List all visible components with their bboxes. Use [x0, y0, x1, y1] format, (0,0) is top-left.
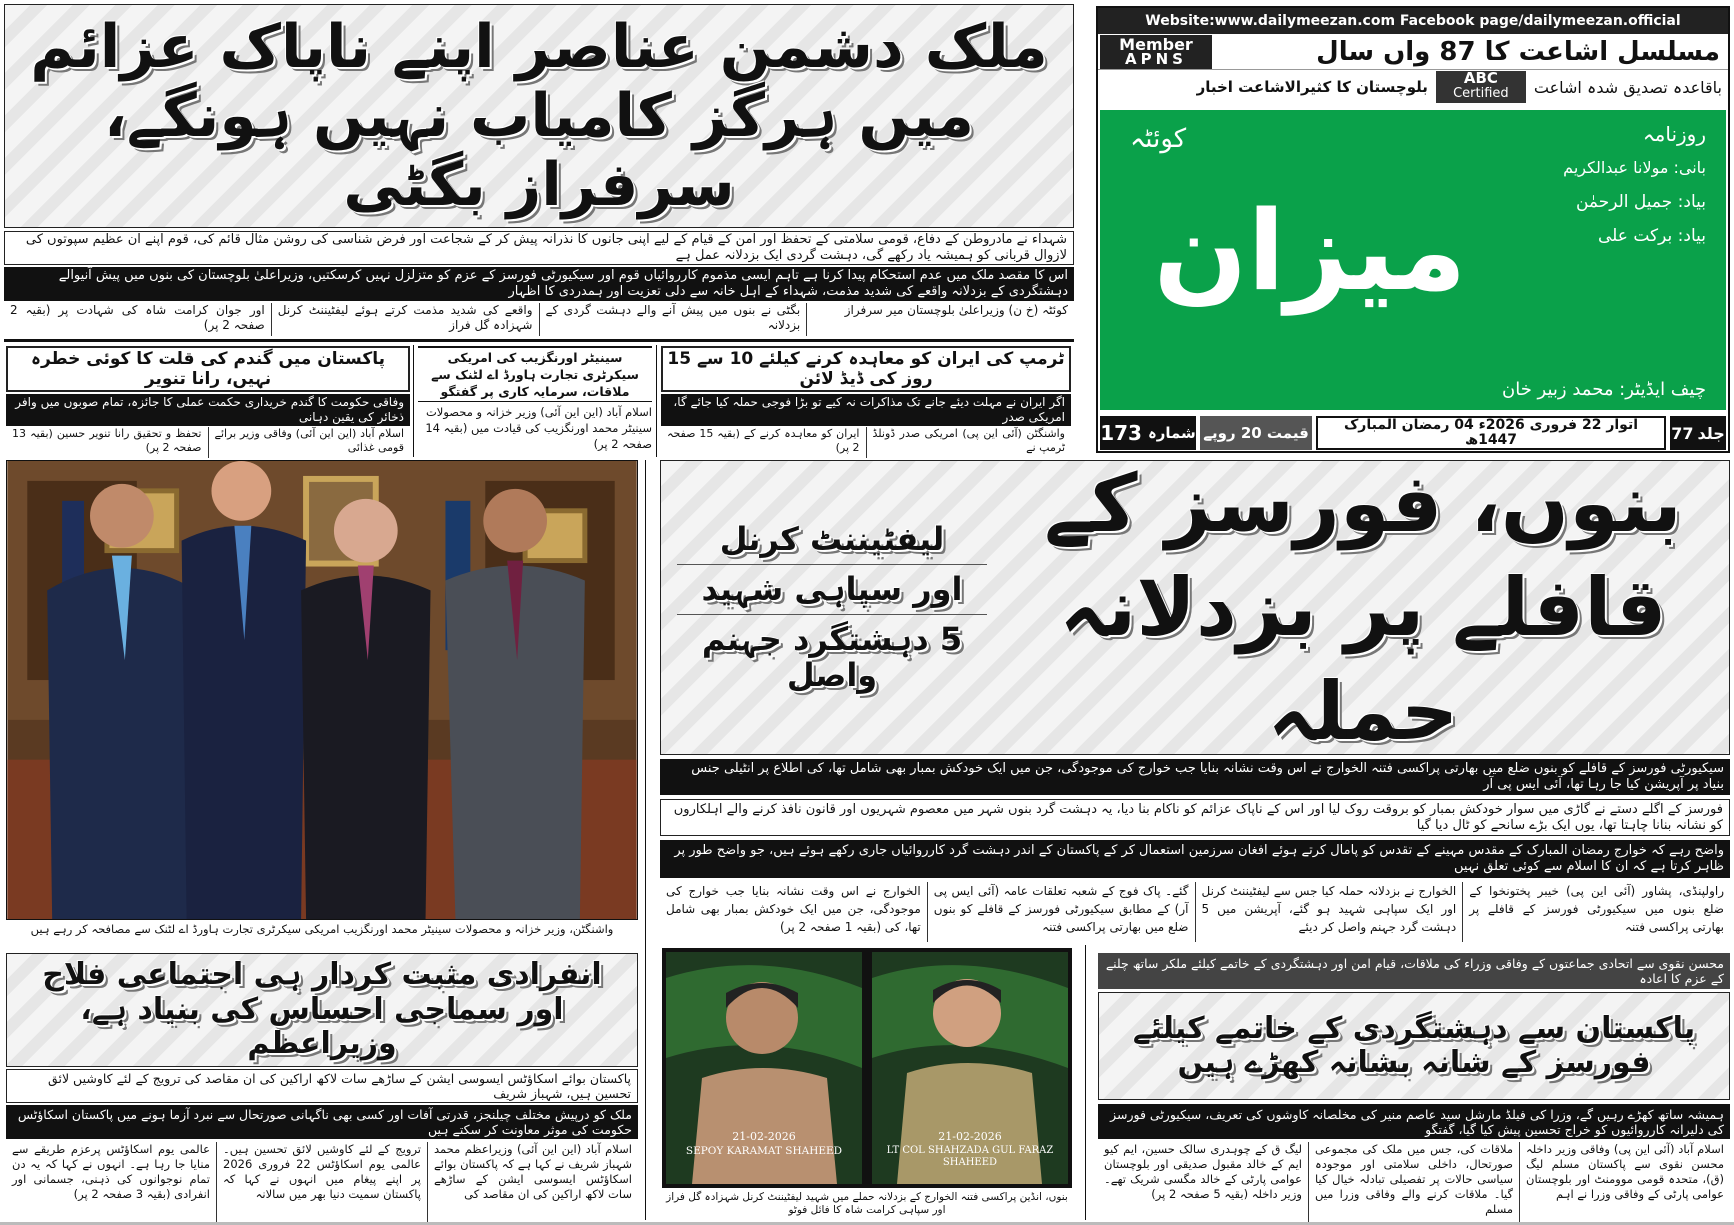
wheat-col: تحفظ و تحقیق رانا تنویر حسین (بقیہ 13 صفحہ 2 پر): [12, 427, 202, 454]
right-martyr-name: LT COL SHAHZADA GUL FARAZ SHAHEED: [886, 1145, 1054, 1168]
naqvi-col: ملاقات کی، جس میں ملک کی مجموعی صورتحال، داخلی سلامتی اور موجودہ سیاسی حالات پر تفصیلی تبادلہ خیال کیا گیا۔ ملاقات کرنے والے وفاقی وزرا میں مسلم: [1308, 1142, 1519, 1222]
divider: [4, 339, 1074, 342]
date-line: اتوار 22 فروری 2026ء 04 رمضان المبارک 1447ھ: [1316, 416, 1666, 450]
top-story-col: واقعے کی شدید مذمت کرتے ہوئے لیفٹیننٹ کرنل شہزادہ گل فراز: [271, 303, 539, 336]
verified-circulation: باقاعدہ تصدیق شدہ اشاعت: [1533, 77, 1722, 97]
lead-col: راولپنڈی، پشاور (آئی این پی) خیبر پختونخوا کے ضلع بنوں میں سیکیورٹی فورسز کے قافلے پر بھارتی پراکسی فتنہ: [1462, 882, 1730, 942]
pm-subheadline-1: پاکستان بوائے اسکاؤٹس ایسوسی ایشن کے ساڑھے سات لاکھ اراکین کی ان مقاصد کی ترویج کے لئے کاوشیں لائق تحسین ہیں، شہباز شریف: [6, 1069, 638, 1103]
top-story-body: [4, 303, 1074, 336]
lead-side-2: اور سپاہی شہید: [677, 571, 987, 615]
abc-certified-badge: [1436, 71, 1526, 103]
website-bar: Website:www.dailymeezan.com Facebook page/dailymeezan.official: [1098, 8, 1728, 34]
lead-band-3: واضح رہے کہ خوارج رمضان المبارک کے مقدس مہینے کے تقدس کو پامال کرتے ہوئے افغان سرزمین استعمال کر کے پاکستان کے اندر دہشت گرد کارروائیاں جاری رکھے ہوئے ہیں، جو واضح طور پر ظاہر کرتا ہے کہ ان کا اسلام سے کوئی تعلق نہیں: [660, 840, 1730, 878]
member-label: Member: [1119, 34, 1193, 54]
martyrs-photo: [662, 948, 1072, 1188]
divider: [656, 345, 657, 457]
pm-col: اسلام آباد (این این آئی) وزیراعظم محمد شہباز شریف نے کہا ہے کہ پاکستان بوائے اسکاؤٹس ایسوسی ایشن کے ساڑھے سات لاکھ اراکین کی ان مقاصد کی: [427, 1142, 638, 1222]
pm-subheadline-2: ملک کو درپیش مختلف چیلنجز، قدرتی آفات اور کسی بھی ناگہانی صورتحال سے نبرد آزما ہونے میں پاکستان اسکاؤٹس حکومت کی موثر معاونت کر سکتے ہیں: [6, 1105, 638, 1139]
publication-year: مسلسل اشاعت کا 87 واں سال: [1316, 36, 1720, 67]
memorial-2: بیاد: برکت علی: [1598, 226, 1706, 246]
masthead: [1096, 6, 1730, 453]
pm-body: [6, 1142, 638, 1222]
lead-side-3: 5 دہشتگرد جہنم واصل: [701, 619, 963, 695]
lead-band-1: سیکیورٹی فورسز کے قافلے کو بنوں ضلع میں بھارتی پراکسی فتنہ الخوارج نے اس وقت نشانہ بنایا جب خوارج کی موجودگی، جن میں ایک خودکش بمبار بھی شامل تھا، کی اطلاع پر انٹیلی جنس بنیاد پر آپریشن کیا جا رہا تھا، آئی ایس پی آر: [660, 759, 1730, 795]
trump-headline: ٹرمپ کی ایران کو معاہدہ کرنے کیلئے 10 سے 15 روز کی ڈیڈ لائن: [661, 346, 1071, 392]
volume-number: 77: [1671, 423, 1694, 443]
pm-col: ترویج کے لئے کاوشیں لائق تحسین ہیں۔ عالمی یوم اسکاؤٹس 22 فروری 2026 پر اپنے پیغام میں انہوں نے کہا کہ پاکستان سمیت دنیا بھر میں سالانہ: [216, 1142, 427, 1222]
pm-headline: انفرادی مثبت کردار ہی اجتماعی فلاح اور سماجی احساس کی بنیاد ہے، وزیراعظم: [6, 953, 638, 1067]
lead-col: الخوارج نے اس وقت نشانہ بنایا جب خوارج کی موجودگی، جن میں ایک خودکش بمبار بھی شامل تھا، کی (بقیہ 1 صفحہ 2 پر): [666, 884, 921, 934]
volume-label: جلد: [1697, 423, 1725, 443]
date-bar: [1100, 416, 1726, 450]
lead-body: [660, 882, 1730, 942]
naqvi-col: لیگ ق کے چوہدری سالک حسین، ایم کیو ایم کے خالد مقبول صدیقی اور بلوچستان عوامی پارٹی کے خالد مگسی شریک تھے۔ وزیر داخلہ (بقیہ 5 صفحہ 2 پر): [1104, 1142, 1302, 1201]
naqvi-col: اسلام آباد (آئی این پی) وفاقی وزیر داخلہ محسن نقوی سے پاکستان مسلم لیگ (ق)، متحدہ قومی موومنٹ اور بلوچستان عوامی پارٹی کے وفاقی وزرا نے اہم: [1519, 1142, 1730, 1222]
top-story-subheadline-1: شہداء نے مادروطن کے دفاع، قومی سلامتی کے تحفظ اور امن کے قیام کے لیے اپنی جانوں کا نذرانہ پیش کر کے شجاعت اور فرض شناسی کی روشن مثال قائم کی، قوم اپنے ان عظیم سپوتوں کی لازوال قربانی کو ہمیشہ یاد رکھے گی، دہشت گردی ایک بزدلانہ عمل ہے: [4, 231, 1074, 265]
lead-band-2: فورسز کے اگلے دستے نے گاڑی میں سوار خودکش بمبار کو بروقت روک لیا اور اس کے ناپاک عزائم کو ناکام بنا دیا، یہ دہشت گرد بنوں شہر میں معصوم شہریوں اور قانون نافذ کرنے والے اہلکاروں کو نشانہ بنانا چاہتا تھا، یوں ایک بڑے سانحے کو ٹال دیا گیا: [660, 799, 1730, 836]
lead-side-1: لیفٹیننٹ کرنل: [677, 521, 987, 565]
divider: [1085, 945, 1086, 1220]
left-martyr-date: 21-02-2026: [732, 1130, 796, 1143]
wheat-subheadline: وفاقی حکومت کا گندم خریداری حکمت عملی کا جائزہ، تمام صوبوں میں وافر ذخائر کی یقین دہانی: [6, 394, 410, 426]
lead-col: الخوارج نے بزدلانہ حملہ کیا جس سے لیفٹیننٹ کرنل اور ایک سپاہی شہید ہو گئے، آپریشن میں 5 دہشت گرد جہنم واصل کر دیئے: [1195, 882, 1463, 942]
lead-col: گئے۔ پاک فوج کے شعبہ تعلقات عامہ (آئی ایس پی آر) کے مطابق سیکیورٹی فورسز کے قافلے کو بنوں ضلع میں بھارتی پراکسی فتنہ: [927, 882, 1195, 942]
abc-label: ABC: [1463, 69, 1498, 87]
daily-label: روزنامہ: [1642, 122, 1706, 146]
meeting-photo: [6, 460, 638, 920]
left-martyr-name: SEPOY KARAMAT SHAHEED: [685, 1145, 843, 1157]
photo-caption: واشنگٹن، وزیر خزانہ و محصولات سینیٹر محمد اورنگزیب امریکی سیکرٹری تجارت ہاورڈ اے لٹنک سے مصافحہ کر رہے ہیں: [30, 922, 614, 936]
wheat-body: [6, 427, 410, 458]
trump-subheadline: اگر ایران نے مہلت دیئے جانے تک مذاکرات نہ کیے تو بڑا فوجی حملہ کیا جائے گا، امریکی صدر: [661, 394, 1071, 426]
pm-col: عالمی یوم اسکاؤٹس پرعزم طریقے سے منایا جا رہا ہے۔ انہوں نے کہا کہ یہ دن تمام نوجوانوں کی ذہنی، جسمانی اور انفرادی (بقیہ 3 صفحہ 2 پر): [12, 1142, 210, 1201]
top-story-col: کوئٹہ (خ ن) وزیراعلیٰ بلوچستان میر سرفراز: [806, 303, 1074, 336]
price-badge: قیمت 20 روپے: [1200, 416, 1312, 450]
divider: [413, 345, 414, 457]
top-story-col: بگٹی نے بنوں میں پیش آنے والے دہشت گردی کے بزدلانہ: [539, 303, 807, 336]
right-martyr-date: 21-02-2026: [938, 1130, 1002, 1143]
apns-label: APNS: [1125, 49, 1187, 68]
founder-label: بانی: مولانا عبدالکریم: [1563, 158, 1706, 177]
certified-label: Certified: [1453, 86, 1509, 101]
trump-col: ایران کو معاہدہ کرنے کے (بقیہ 15 صفحہ 2 پر): [667, 427, 860, 454]
trump-body: [661, 427, 1071, 458]
senator-body: اسلام آباد (این این آئی) وزیر خزانہ و محصولات سینیٹر محمد اورنگزیب کی قیادت میں (بقیہ 14 صفحہ 2 پر): [425, 405, 652, 451]
divider: [645, 460, 646, 1220]
naqvi-headline: پاکستان سے دہشتگردی کے خاتمے کیلئے فورسز کے شانہ بشانہ کھڑے ہیں: [1098, 992, 1730, 1100]
senator-headline: سینیٹر اورنگزیب کی امریکی سیکرٹری تجارت ہاورڈ اے لٹنک سے ملاقات، سرمایہ کاری پر گفتگو: [418, 346, 652, 402]
apns-badge: [1100, 35, 1212, 69]
wheat-col: اسلام آباد (این این آئی) وفاقی وزیر برائے قومی غذائی: [208, 427, 411, 458]
issue-label: شمارہ: [1147, 424, 1196, 442]
naqvi-kicker: محسن نقوی سے اتحادی جماعتوں کے وفاقی وزراء کی ملاقات، قیام امن اور دہشتگردی کے خاتمے کیلئے ملکر ساتھ چلنے کے عزم کا اعادہ: [1098, 953, 1730, 989]
top-story-subheadline-2: اس کا مقصد ملک میں عدم استحکام پیدا کرنا ہے تاہم ایسی مذموم کارروائیاں قوم اور سیکیورٹی فورسز کے عزم کو متزلزل نہیں کرسکتیں، وزیراعلیٰ بلوچستان کی بنوں میں پیش آنیوالے دہشتگردی کے بزدلانہ واقعے کی شدید مذمت، شہداء کے اہل خانہ سے دلی تعزیت اور ہمدردی کا اظہار: [4, 267, 1074, 301]
top-headline: ملک دشمن عناصر اپنے ناپاک عزائم میں ہرگز کامیاب نہیں ہونگے، سرفراز بگٹی: [4, 4, 1074, 228]
city-label: کوئٹہ: [1130, 124, 1187, 154]
top-story-col: اور جوان کرامت شاہ کی شہادت پر (بقیہ 2 صفحہ 2 پر): [10, 303, 265, 332]
newspaper-logo: [1100, 110, 1726, 410]
naqvi-body: [1098, 1142, 1730, 1222]
lead-headline-main: بنوں، فورسز کے قافلے پر بزدلانہ حملہ: [1044, 456, 1682, 758]
martyrs-caption: بنوں، انڈین پراکسی فتنہ الخوارج کے بزدلانہ حملے میں شہید لیفٹیننٹ کرنل شہزادہ گل فراز اور سپاہی کرامت شاہ کا فائل فوٹو: [666, 1191, 1068, 1216]
largest-circulation: بلوچستان کا کثیرالاشاعت اخبار: [1196, 78, 1428, 96]
naqvi-subheadline: ہمیشہ ساتھ کھڑے رہیں گے، وزرا کی فیلڈ مارشل سید عاصم منیر کی مخلصانہ کاوشوں کی تعریف، سیکیورٹی فورسز کی دلیرانہ کارروائیوں کو خراج تحسین پیش کیا گیا، گفتگو: [1098, 1104, 1730, 1139]
logo-title: میزان: [1153, 187, 1467, 315]
trump-col: واشنگٹن (آئی این پی) امریکی صدر ڈونلڈ ٹرمپ نے: [866, 427, 1072, 458]
lead-headline: [660, 456, 1730, 758]
chief-editor: چیف ایڈیٹر: محمد زبیر خان: [1502, 379, 1706, 400]
wheat-headline: پاکستان میں گندم کی قلت کا کوئی خطرہ نہیں، رانا تنویر: [6, 346, 410, 392]
issue-number: 173: [1100, 421, 1142, 445]
memorial-1: بیاد: جمیل الرحمٰن: [1575, 192, 1706, 212]
